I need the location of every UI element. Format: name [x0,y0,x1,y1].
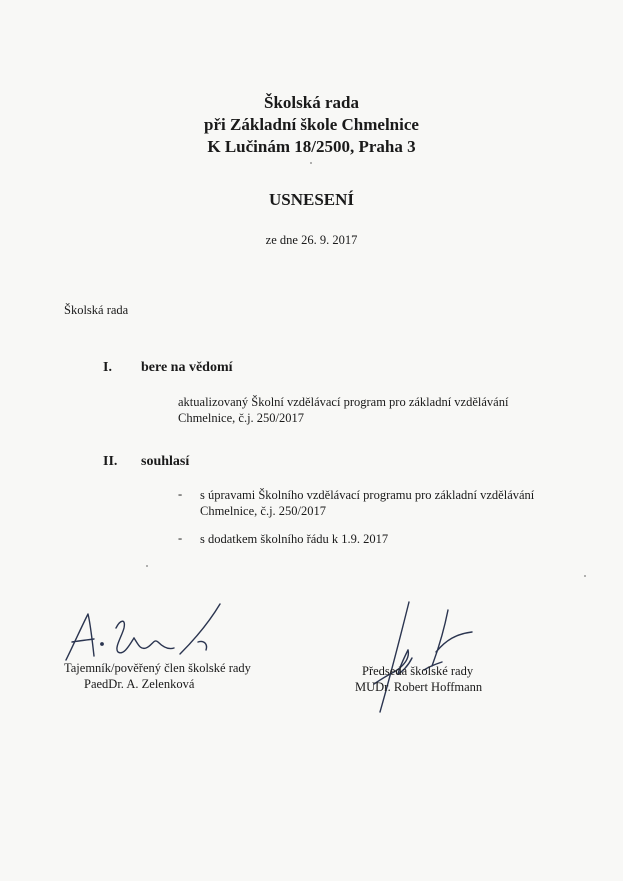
header-line-3: K Lučinám 18/2500, Praha 3 [207,137,416,156]
bullet-1-line-1: s úpravami Školního vzdělávací programu pro základní vzdělávání [200,488,535,502]
scan-speck [584,575,586,577]
section-2-heading: souhlasí [141,454,190,469]
bullet-1-text [200,487,560,519]
right-signatory-role: Předseda školské rady [362,664,474,678]
bullet-2-line-1: s dodatkem školního řádu k 1.9. 2017 [200,532,389,546]
scan-speck [310,162,312,164]
section-1-text-line-1: aktualizovaný Školní vzdělávací program pro základní vzdělávání [178,395,509,409]
header-line-1: Školská rada [264,93,359,112]
section-1-heading: bere na vědomí [141,360,233,375]
subject-label: Školská rada [64,303,129,317]
document-title: USNESENÍ [268,190,355,209]
header-line-2: při Základní škole Chmelnice [204,115,419,134]
bullet-2-text [200,531,560,547]
left-handwritten-signature [58,598,238,668]
section-1-text [178,394,558,426]
section-1-number: I. [103,360,112,375]
bullet-2-dash: - [178,531,183,545]
document-date: ze dne 26. 9. 2017 [265,233,358,247]
section-1-text-line-2: Chmelnice, č.j. 250/2017 [178,411,305,425]
left-signatory-role: Tajemník/pověřený člen školské rady [64,661,251,675]
section-2-number: II. [103,454,118,469]
bullet-1-dash: - [178,487,183,501]
document-header [0,92,623,158]
right-signatory-name: MUDr. Robert Hoffmann [355,680,483,694]
scan-speck [146,565,148,567]
right-handwritten-signature [364,600,484,715]
left-signatory-name: PaedDr. A. Zelenková [84,677,195,691]
bullet-1-line-2: Chmelnice, č.j. 250/2017 [200,504,327,518]
